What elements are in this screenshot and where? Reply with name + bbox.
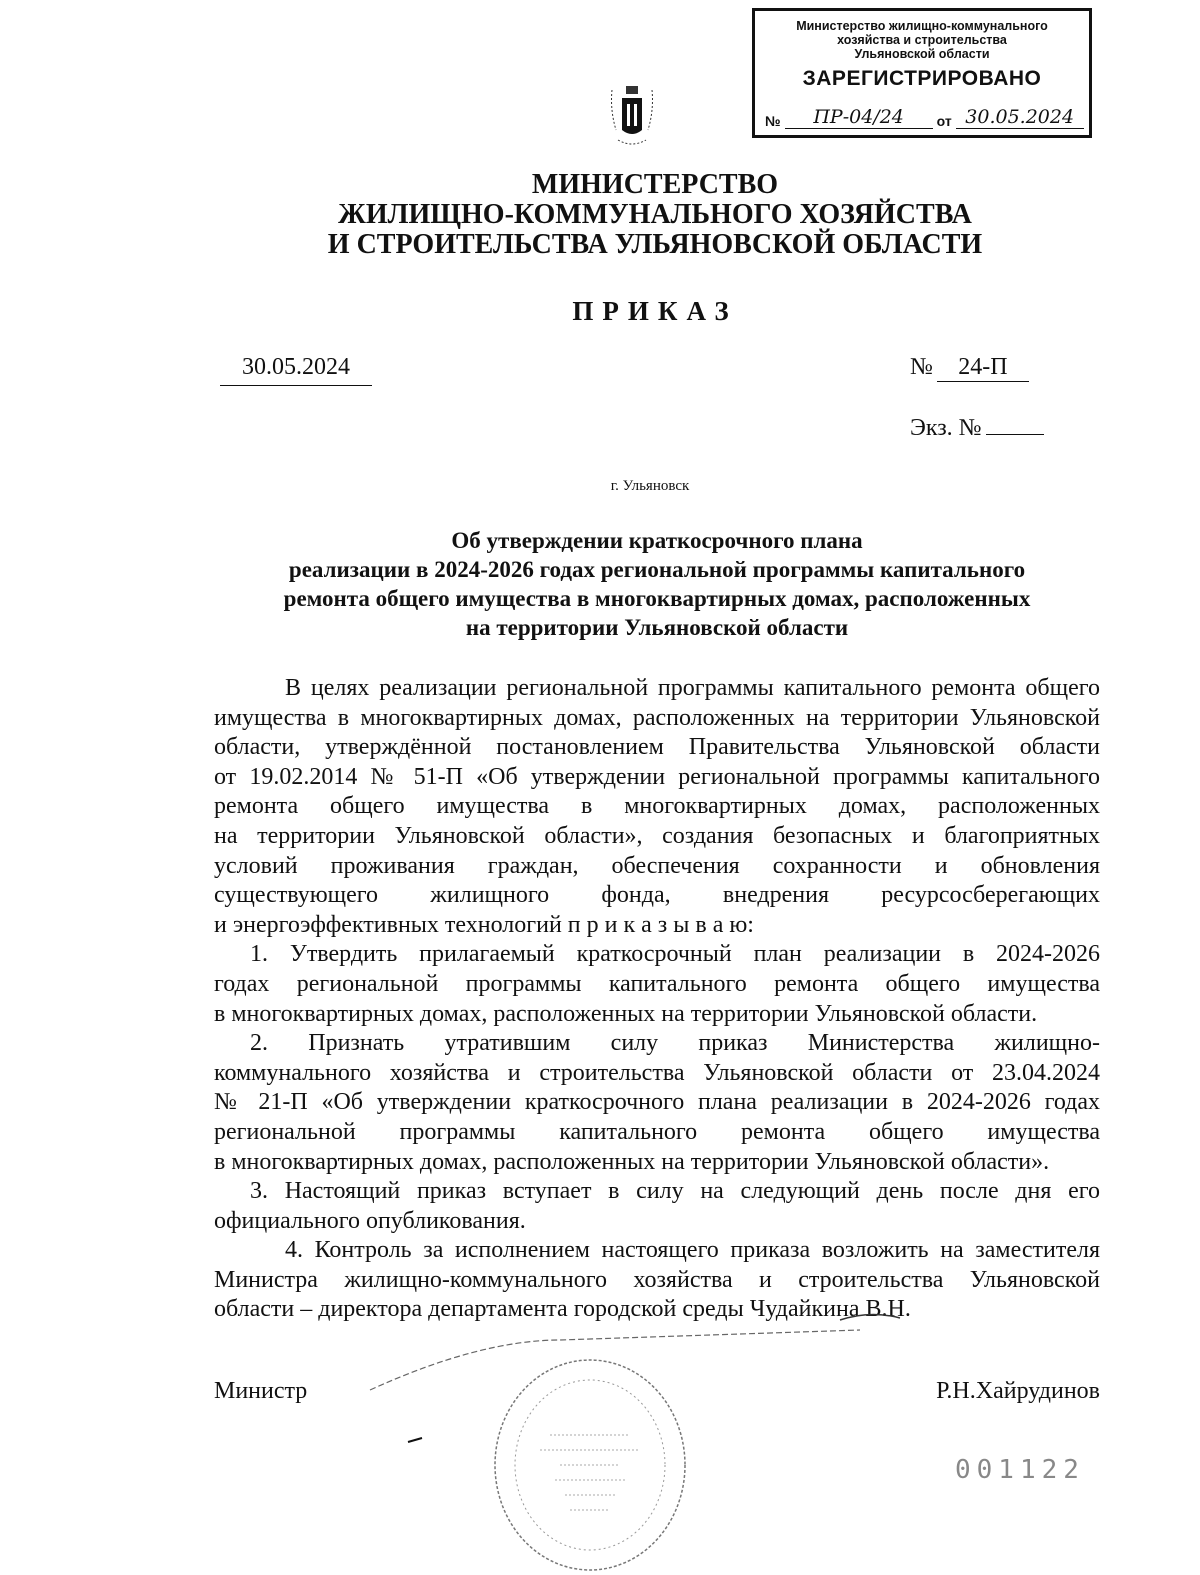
title-line: реализации в 2024-2026 годах региональной программы капитального — [288, 557, 1026, 582]
clause-1 — [214, 940, 1100, 1029]
text-line: годах региональной программы капитального ремонта общего имущества — [214, 970, 1100, 997]
text-line: 2. Признать утратившим силу приказ Министерства жилищно- — [250, 1030, 1100, 1057]
text-line: в многоквартирных домах, расположенных на территории Ульяновской области. — [214, 1000, 1038, 1027]
document-type: ПРИКАЗ — [572, 296, 738, 326]
text-line: № 21-П «Об утверждении краткосрочного плана реализации в 2024-2026 годах — [214, 1089, 1100, 1116]
stamp-org-line: хозяйства и строительства — [837, 33, 1007, 47]
serial-number: 001122 — [955, 1455, 1085, 1485]
clause-2 — [214, 1029, 1100, 1177]
preamble-paragraph — [214, 674, 1100, 940]
text-line: ремонта общего имущества в многоквартирных домах, расположенных — [214, 793, 1100, 820]
copy-value-blank — [986, 414, 1044, 435]
stamp-org-line: Ульяновской области — [854, 47, 990, 61]
number-label: № — [910, 354, 933, 380]
text-line: на территории Ульяновской области», создания безопасных и благоприятных — [214, 822, 1100, 849]
text-line: условий проживания граждан, обеспечения сохранности и обновления — [214, 852, 1100, 879]
text-line: В целях реализации региональной программы капитального ремонта общего — [285, 675, 1100, 701]
order-number — [910, 354, 1029, 382]
text-line: 3. Настоящий приказ вступает в силу на следующий день после дня его — [250, 1178, 1100, 1205]
number-value: 24-П — [937, 354, 1029, 382]
order-body — [214, 674, 1100, 1325]
text-line: и энергоэффективных технологий п р и к а з ы в а ю: — [214, 911, 754, 938]
header-line: И СТРОИТЕЛЬСТВА УЛЬЯНОВСКОЙ ОБЛАСТИ — [327, 229, 983, 260]
signer-position: Министр — [214, 1378, 308, 1404]
text-line: в многоквартирных домах, расположенных на территории Ульяновской области». — [214, 1148, 1050, 1175]
text-line: региональной программы капитального ремонта общего имущества — [214, 1118, 1100, 1145]
title-line: ремонта общего имущества в многоквартирных домах, расположенных — [283, 586, 1031, 611]
stamp-date-value: 30.05.2024 — [956, 106, 1084, 129]
text-line: области – директора департамента городской среды Чудайкина В.Н. — [214, 1296, 911, 1323]
stamp-date-label: от — [936, 113, 952, 129]
registration-stamp — [752, 8, 1092, 138]
header-line: ЖИЛИЩНО-КОММУНАЛЬНОГО ХОЗЯЙСТВА — [338, 199, 972, 230]
header-line: МИНИСТЕРСТВО — [531, 169, 779, 200]
official-seal-icon — [490, 1355, 690, 1575]
ministry-header — [0, 170, 1200, 260]
text-line: имущества в многоквартирных домах, расположенных на территории Ульяновской — [214, 704, 1100, 731]
stamp-org-line: Министерство жилищно-коммунального — [796, 19, 1048, 33]
text-line: коммунального хозяйства и строительства Ульяновской области от 23.04.2024 — [214, 1059, 1100, 1086]
text-line: области, утверждённой постановлением Правительства Ульяновской области — [214, 734, 1100, 761]
signer-name: Р.Н.Хайрудинов — [936, 1378, 1100, 1404]
clause-3 — [214, 1177, 1100, 1236]
text-line: существующего жилищного фонда, внедрения ресурсосберегающих — [214, 882, 1100, 909]
text-line: официального опубликования. — [214, 1207, 526, 1234]
text-line: от 19.02.2014 № 51-П «Об утверждении региональной программы капитального — [214, 763, 1100, 790]
city: г. Ульяновск — [610, 478, 690, 494]
copy-label: Экз. № — [910, 415, 982, 441]
text-line: 4. Контроль за исполнением настоящего приказа возложить на заместителя — [285, 1237, 1100, 1264]
stamp-number-label: № — [765, 113, 781, 129]
order-date: 30.05.2024 — [220, 354, 372, 386]
title-line: на территории Ульяновской области — [465, 615, 849, 640]
coat-of-arms-icon — [608, 80, 656, 152]
text-line: Министра жилищно-коммунального хозяйства и строительства Ульяновской — [214, 1266, 1100, 1293]
copy-number — [910, 414, 1044, 442]
stamp-number-value: ПР-04/24 — [785, 106, 933, 129]
text-line: 1. Утвердить прилагаемый краткосрочный план реализации в 2024-2026 — [250, 941, 1100, 968]
title-line: Об утверждении краткосрочного плана — [451, 528, 863, 553]
stamp-status: ЗАРЕГИСТРИРОВАНО — [802, 67, 1042, 90]
order-title — [214, 526, 1100, 642]
